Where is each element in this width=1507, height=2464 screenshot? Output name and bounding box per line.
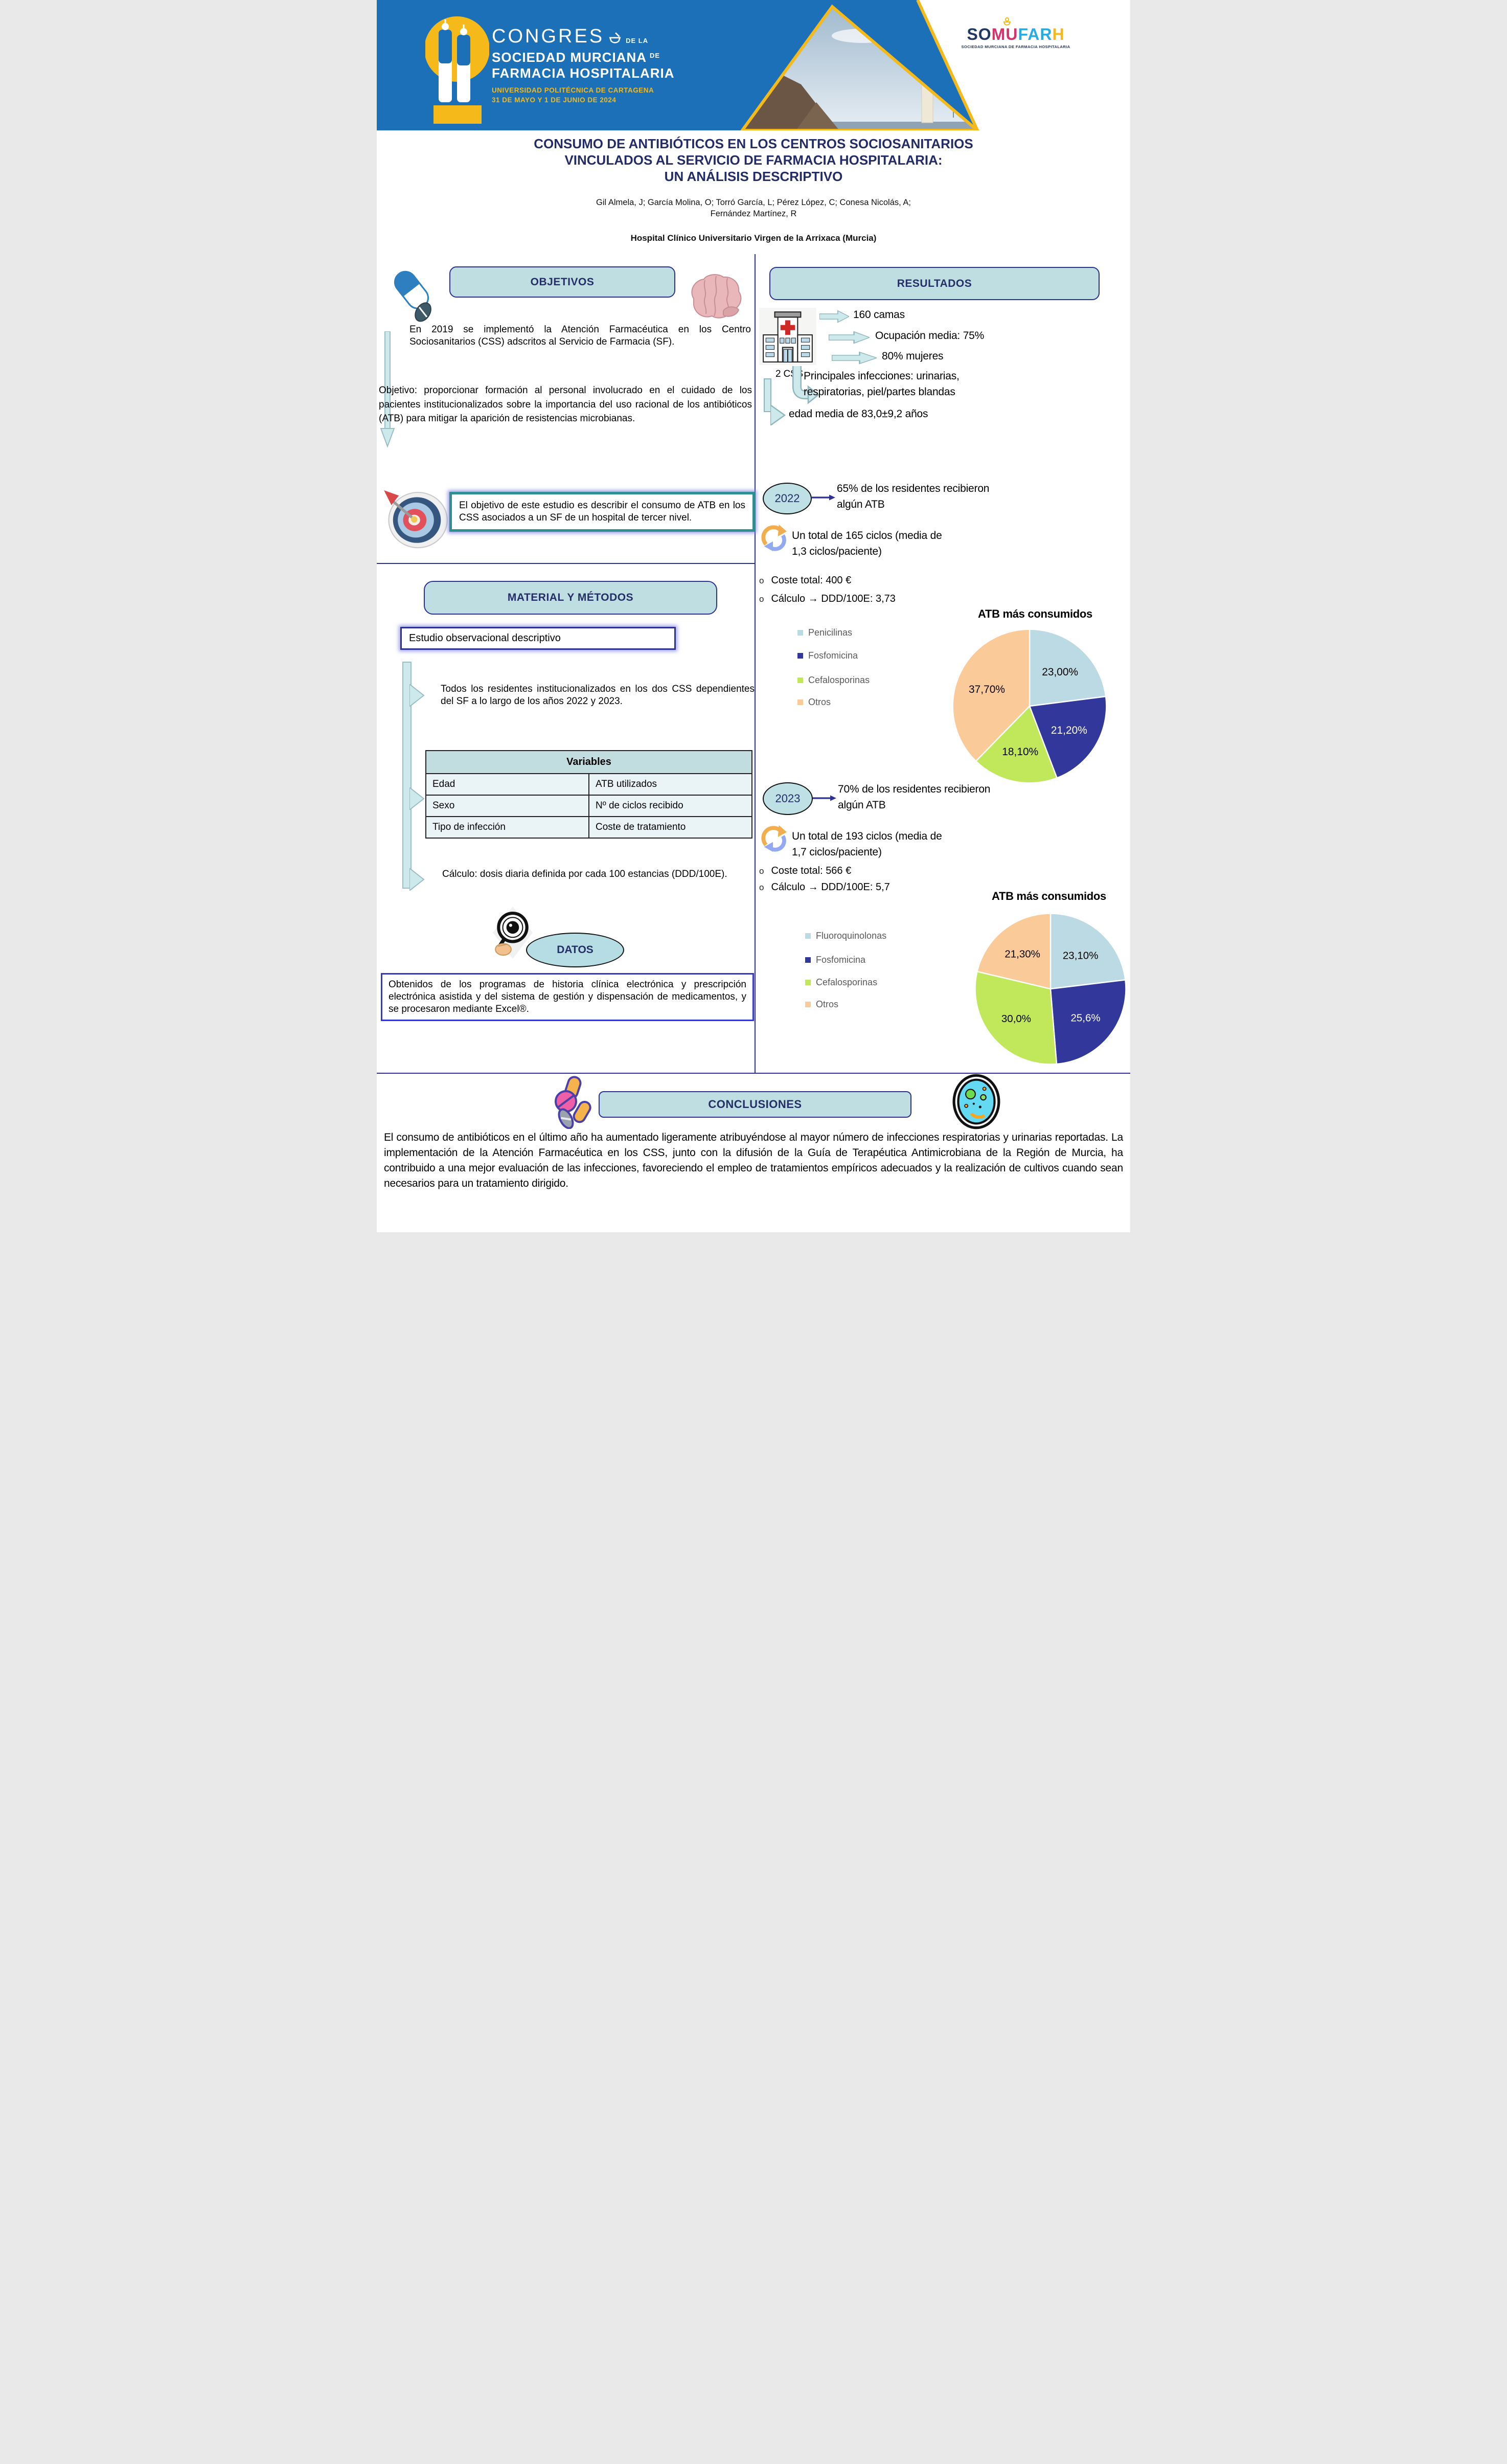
table-row: [426, 817, 752, 838]
table-cell: Edad: [426, 774, 589, 795]
table-cell: Tipo de infección: [426, 817, 589, 838]
legend-label: Otros: [816, 999, 839, 1009]
legend-swatch-otros: [797, 699, 803, 705]
objetivos-heading: OBJETIVOS: [530, 276, 595, 288]
pie-chart-2023: [973, 911, 1128, 1067]
legend-label: Cefalosporinas: [808, 675, 870, 685]
bracket-arrow-3: [409, 868, 425, 891]
congress-line2-suffix: DE: [650, 52, 660, 59]
legend-swatch-cefalosporinas: [797, 677, 803, 683]
arrow-2022: [812, 492, 835, 503]
pie-label: 37,70%: [969, 683, 1005, 695]
somufarh-subtitle: SOCIEDAD MURCIANA DE FARMACIA HOSPITALARIA: [961, 44, 1070, 49]
edad-arrow: [770, 405, 786, 425]
stat-infecciones-l2: respiratorias, piel/partes blandas: [804, 386, 955, 398]
arrow-mujeres: [832, 351, 877, 365]
affiliation: Hospital Clínico Universitario Virgen de la Arrixaca (Murcia): [630, 233, 877, 243]
stat-2022-ciclos: Un total de 165 ciclos (media de 1,3 ciclos/paciente): [792, 530, 942, 557]
pills-cluster-icon: [552, 1076, 592, 1129]
pie-label: 18,10%: [1002, 746, 1039, 758]
table-row: [426, 774, 752, 795]
bullet-2022-coste: o Coste total: 400 €: [759, 574, 974, 587]
stat-edad: edad media de 83,0±9,2 años: [789, 408, 928, 420]
title-line2: VINCULADOS AL SERVICIO DE FARMACIA HOSPITALARIA:: [564, 152, 943, 168]
congress-line2: SOCIEDAD MURCIANA: [492, 50, 647, 65]
pie-label: 30,0%: [1001, 1013, 1032, 1025]
pie-chart-2022: [950, 627, 1109, 785]
stat-camas: 160 camas: [853, 309, 905, 321]
legend-item: [805, 931, 886, 941]
somufarh-mortar-icon: [1002, 17, 1012, 27]
title-line3: UN ANÁLISIS DESCRIPTIVO: [664, 169, 843, 184]
table-cell: ATB utilizados: [589, 774, 752, 795]
legend-label: Fosfomicina: [808, 650, 858, 661]
petri-dish-icon: [952, 1074, 1000, 1130]
legend-swatch-fluoroquinolonas: [805, 933, 811, 939]
legend-swatch-cefalosporinas: [805, 980, 811, 985]
congress-venue: UNIVERSIDAD POLITÉCNICA DE CARTAGENA: [492, 86, 654, 94]
legend-item: [797, 675, 870, 686]
conclusiones-header-box: [599, 1091, 911, 1118]
somufarh-far: FAR: [1018, 25, 1053, 43]
material-calculo: Cálculo: dosis diaria definida por cada 100 estancias (DDD/100E).: [442, 869, 727, 879]
pie-2023-title: ATB más consumidos: [991, 890, 1106, 902]
bracket-arrow-1: [409, 684, 425, 707]
table-cell: Nº de ciclos recibido: [589, 795, 752, 817]
legend-label: Fosfomicina: [816, 955, 866, 965]
bullet-2023-ddd: o Cálculo → DDD/100E: 5,7: [759, 880, 974, 894]
congress-logo: [425, 5, 752, 128]
table-row: [426, 795, 752, 817]
stat-ocupacion: Ocupación media: 75%: [875, 330, 985, 342]
year-2023-label: 2023: [775, 792, 801, 805]
objetivos-paragraph-1: En 2019 se implementó la Atención Farmacéutica en los Centro Sociosanitarios (CSS) adscritos al Servicio de Farmacia (SF).: [409, 324, 751, 347]
stat-2023-pct: 70% de los residentes recibieron algún ATB: [838, 783, 991, 811]
legend-item: [797, 650, 858, 661]
congress-towers-icon: [425, 5, 489, 128]
hospital-icon: [759, 308, 816, 365]
pie-label: 21,30%: [1004, 948, 1040, 960]
left-divider-1: [377, 563, 755, 564]
stat-2022-pct: 65% de los residentes recibieron algún ATB: [837, 483, 990, 510]
dart-target-icon: [383, 489, 449, 549]
cycle-icon-2023: [760, 821, 788, 855]
cycle-icon-2022: [760, 521, 788, 554]
stat-2023-ciclos: Un total de 193 ciclos (media de 1,7 ciclos/paciente): [792, 830, 942, 858]
legend-item: [805, 999, 838, 1010]
arrow-2023: [813, 793, 836, 804]
resultados-heading: RESULTADOS: [897, 277, 972, 289]
legend-item: [797, 627, 852, 638]
legend-swatch-fosfomicina: [797, 653, 803, 659]
objetivos-header-box: [449, 266, 675, 298]
bullet-2022-ddd: o Cálculo → DDD/100E: 3,73: [759, 592, 974, 606]
poster-title: [377, 135, 1130, 185]
bullet-2023-coste: o Coste total: 566 €: [759, 864, 974, 878]
authors: [377, 197, 1130, 219]
stat-infecciones-l1: Principales infecciones: urinarias,: [804, 370, 960, 382]
somufarh-logo: [939, 26, 1092, 49]
legend-label: Penicilinas: [808, 627, 853, 638]
material-header-box: [424, 581, 717, 615]
legend-item: [805, 955, 865, 965]
somufarh-h: H: [1052, 25, 1065, 43]
authors-line2: Fernández Martínez, R: [710, 209, 797, 218]
css-count-label: 2 CSS: [775, 369, 803, 379]
arrow-camas: [819, 310, 849, 323]
resultados-header-box: [769, 267, 1100, 300]
estudio-box: Estudio observacional descriptivo: [400, 627, 676, 650]
pie-label: 21,20%: [1051, 725, 1087, 737]
year-2022-ellipse: [763, 483, 812, 514]
congress-dela: DE LA: [626, 37, 649, 44]
column-divider: [755, 254, 756, 1073]
material-todos: Todos los residentes institucionalizados en los dos CSS dependientes del SF a lo largo de los años 2022 y 2023.: [441, 684, 755, 707]
mortar-icon: [608, 31, 622, 48]
pie-label: 23,00%: [1042, 666, 1079, 679]
legend-swatch-otros: [805, 1002, 811, 1007]
table-cell: Coste de tratamiento: [589, 817, 752, 838]
congress-word: CONGRES: [492, 26, 605, 47]
title-line1: CONSUMO DE ANTIBIÓTICOS EN LOS CENTROS SOCIOSANITARIOS: [534, 136, 973, 151]
somufarh-mu: MU: [991, 25, 1018, 43]
conclusiones-text: El consumo de antibióticos en el último año ha aumentado ligeramente atribuyéndose al mayor número de infecciones respiratorias y urinarias reportadas. La implementación de la Atención Farmacéutica en los CSS, junto con la difusión de la Guía de Terapéutica Antimicrobiana de la Región de Murcia, ha contribuido a una mejor evaluación de las infecciones, favoreciendo el empleo de tratamientos empíricos adecuados y la realización de cultivos cuando sean necesarios para un tratamiento dirigido.: [384, 1132, 1123, 1189]
objetivos-paragraph-2: Objetivo: proporcionar formación al personal involucrado en el cuidado de los pacientes institucionalizados sobre la importancia del uso racional de los antibióticos (ATB) para mitigar la aparición de resistencias microbianas.: [379, 385, 752, 424]
year-2023-ellipse: [763, 782, 813, 815]
material-heading: MATERIAL Y MÉTODOS: [507, 592, 634, 603]
pie-2022-title: ATB más consumidos: [977, 607, 1092, 620]
poster-page: [377, 0, 1130, 1232]
congress-line3: FARMACIA HOSPITALARIA: [492, 65, 675, 81]
legend-item: [805, 977, 877, 988]
datos-box: Obtenidos de los programas de historia clínica electrónica y prescripción electrónica asistida y del sistema de gestión y dispensación de medicamentos, y se procesaron mediante Excel®.: [381, 973, 754, 1021]
full-divider: [377, 1073, 1130, 1074]
congress-title-row: [492, 26, 747, 48]
legend-label: Otros: [808, 697, 831, 707]
table-cell: Sexo: [426, 795, 589, 817]
bracket-arrow-2: [409, 787, 425, 810]
capsule-icon: [385, 265, 438, 325]
stat-infecciones: [804, 368, 1130, 400]
conclusiones-heading: CONCLUSIONES: [708, 1098, 802, 1111]
variables-table-header: Variables: [426, 751, 752, 774]
arrow-ocupacion: [829, 331, 870, 344]
congress-dates: 31 DE MAYO Y 1 DE JUNIO DE 2024: [492, 96, 616, 104]
brain-icon: [684, 271, 746, 324]
stat-mujeres: 80% mujeres: [882, 350, 944, 362]
legend-label: Cefalosporinas: [816, 977, 878, 987]
objetivos-highlight-box: El objetivo de este estudio es describir el consumo de ATB en los CSS asociados a un SF de un hospital de tercer nivel.: [449, 492, 755, 532]
variables-table: [425, 750, 752, 839]
somufarh-so: SO: [967, 25, 992, 43]
legend-label: Fluoroquinolonas: [816, 931, 887, 941]
datos-label: DATOS: [557, 944, 593, 956]
pie-label: 25,6%: [1070, 1012, 1101, 1024]
year-2022-label: 2022: [774, 492, 800, 505]
legend-swatch-fosfomicina: [805, 957, 811, 963]
pie-label: 23,10%: [1062, 950, 1099, 962]
legend-item: [797, 697, 831, 708]
datos-ellipse: [526, 933, 622, 965]
legend-swatch-penicilinas: [797, 630, 803, 636]
authors-line1: Gil Almela, J; García Molina, O; Torró García, L; Pérez López, C; Conesa Nicolás, A;: [596, 198, 911, 207]
